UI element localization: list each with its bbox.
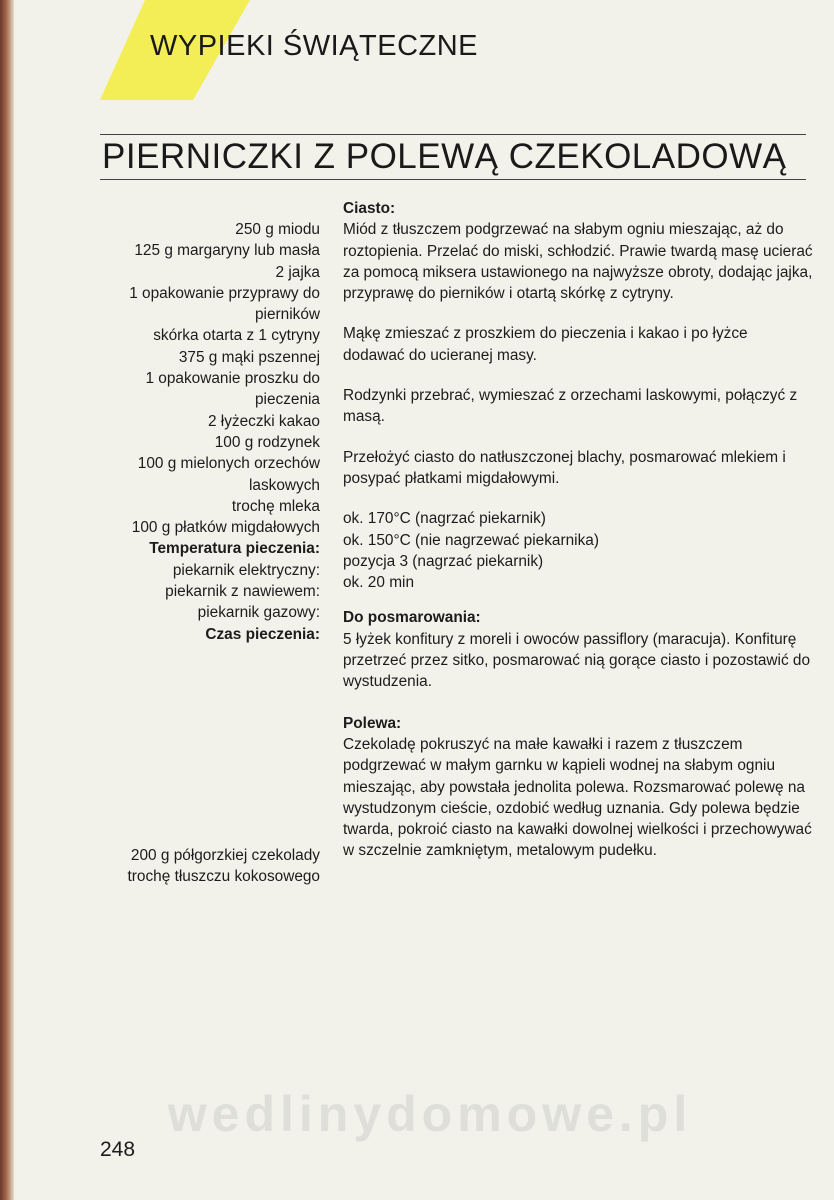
page-number: 248 — [100, 1138, 136, 1161]
ingredient-line: 2 jajka — [275, 263, 320, 281]
bake-time-label: Czas pieczenia: — [205, 625, 320, 643]
oven-electric-label: piekarnik elektryczny: — [172, 561, 320, 579]
ingredient-line: 2 łyżeczki kakao — [207, 412, 320, 430]
ingredient-line: 1 opakowanie proszku do — [145, 370, 320, 388]
ingredient-line: 250 g miodu — [235, 221, 320, 238]
bake-time-value: ok. 20 min — [343, 574, 415, 592]
title-rule-top — [100, 134, 806, 135]
ingredient-line: 375 g mąki pszennej — [178, 348, 320, 366]
ingredient-spacer — [95, 645, 320, 845]
glaze-step: Czekoladę pokruszyć na małe kawałki i razem z tłuszczem podgrzewać w małym garnku w kąpieli wodnej na słabym ogniu mieszając, aby powstała jednolita polewa. Rozsmarować polewę na wystudzonym cieście, ozdobić według uznania. Gdy polewa będzie twarda, pokroić ciasto na kawałki dowolnej wielkości i przechowywać w szczelnie zamkniętym, metalowym pudełku. — [343, 735, 812, 860]
ingredient-line: laskowych — [249, 476, 320, 494]
temp-electric-value: ok. 170°C (nagrzać piekarnik) — [343, 510, 546, 528]
ingredient-line: 100 g rodzynek — [214, 433, 320, 451]
glaze-ingredient-line: trochę tłuszczu kokosowego — [127, 868, 320, 886]
ingredient-line: 100 g mielonych orzechów — [137, 455, 320, 473]
ingredients-column — [95, 219, 320, 888]
dough-heading: Ciasto: — [343, 200, 396, 217]
oven-gas-label: piekarnik gazowy: — [197, 604, 320, 622]
spread-heading: Do posmarowania: — [343, 609, 481, 627]
section-title: WYPIEKI ŚWIĄTECZNE — [150, 30, 479, 62]
temperature-label: Temperatura pieczenia: — [149, 540, 320, 558]
ingredient-line: 100 g płatków migdałowych — [131, 519, 320, 537]
recipe-title: PIERNICZKI Z POLEWĄ CZEKOLADOWĄ — [102, 137, 787, 176]
glaze-ingredient-line: 200 g półgorzkiej czekolady — [130, 846, 320, 864]
ingredient-line: pierników — [254, 306, 320, 324]
ingredient-line: 1 opakowanie przyprawy do — [129, 284, 320, 302]
dough-step-1: Miód z tłuszczem podgrzewać na słabym ogniu mieszając, aż do roztopienia. Przelać do miski, schłodzić. Prawie twardą masę ucierać za pomocą miksera ustawionego na najwyższe obroty, dodając jajka, przyprawę do pierników i otartą skórkę z cytryny. — [343, 221, 813, 303]
glaze-heading: Polewa: — [343, 714, 402, 732]
ingredient-line: trochę mleka — [231, 497, 320, 515]
dough-step-4: Przełożyć ciasto do natłuszczonej blachy, posmarować mlekiem i posypać płatkami migdałowymi. — [343, 448, 786, 487]
ingredient-line: 125 g margaryny lub masła — [134, 242, 320, 260]
ingredient-line: skórka otarta z 1 cytryny — [153, 327, 320, 345]
temp-fan-value: ok. 150°C (nie nagrzewać piekarnika) — [343, 531, 599, 549]
title-rule-bottom — [100, 179, 806, 180]
ingredient-line: pieczenia — [254, 391, 320, 409]
instructions-column — [343, 198, 813, 862]
temp-gas-value: pozycja 3 (nagrzać piekarnik) — [343, 552, 544, 570]
dough-step-2: Mąkę zmieszać z proszkiem do pieczenia i kakao i po łyżce dodawać do ucieranej masy. — [343, 325, 748, 364]
watermark: wedlinydomowe.pl — [167, 1086, 693, 1142]
dough-step-3: Rodzynki przebrać, wymieszać z orzechami laskowymi, połączyć z masą. — [343, 387, 798, 426]
oven-fan-label: piekarnik z nawiewem: — [165, 583, 320, 601]
book-binding — [0, 0, 14, 1200]
spread-step: 5 łyżek konfitury z moreli i owoców passiflory (maracuja). Konfiturę przetrzeć przez sitko, posmarować nią gorące ciasto i pozostawić do wystudzenia. — [343, 630, 811, 691]
